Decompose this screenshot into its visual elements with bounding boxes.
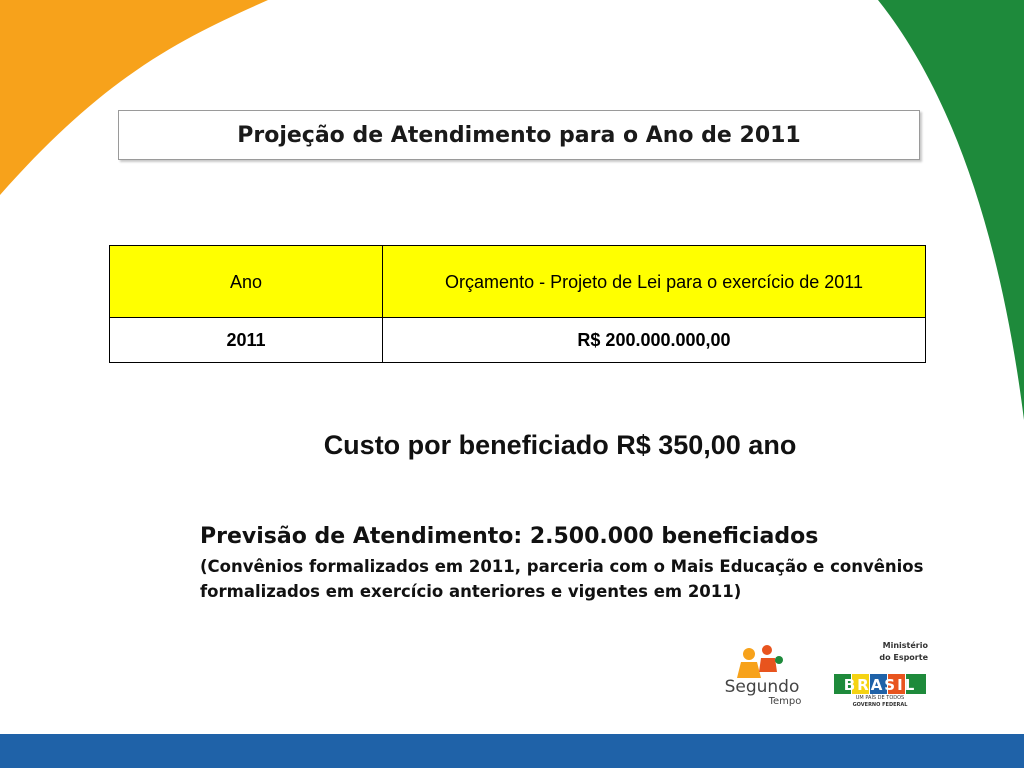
header-year: Ano [110,246,383,318]
governo-federal: GOVERNO FEDERAL [852,702,908,706]
segundo-tempo-line1: Segundo [724,677,800,697]
brasil-tagline: UM PAÍS DE TODOS [855,695,905,701]
segundo-tempo-logo [715,640,810,710]
table-header-row [110,246,926,318]
cell-budget: R$ 200.000.000,00 [383,318,926,363]
ministerio-line1: Ministério [882,641,928,650]
footer-bar [0,734,1024,768]
ministerio-esporte-logo [832,640,928,706]
orange-swoosh [0,0,268,195]
table-row [110,318,926,363]
forecast-block [200,520,1000,604]
forecast-main: Previsão de Atendimento: 2.500.000 beneficiados [200,524,819,549]
header-budget: Orçamento - Projeto de Lei para o exercício de 2011 [383,246,926,318]
slide-title: Projeção de Atendimento para o Ano de 2011 [118,110,920,160]
budget-table [109,245,926,363]
brasil-wordmark: BRASIL [843,676,917,694]
ministerio-line2: do Esporte [879,653,928,662]
forecast-note: (Convênios formalizados em 2011, parceria com o Mais Educação e convênios formalizados em exercício anteriores e vigentes em 2011) [200,557,924,601]
cell-year: 2011 [110,318,383,363]
cost-per-beneficiary: Custo por beneficiado R$ 350,00 ano [323,430,797,460]
segundo-tempo-line2: Tempo [768,696,802,707]
